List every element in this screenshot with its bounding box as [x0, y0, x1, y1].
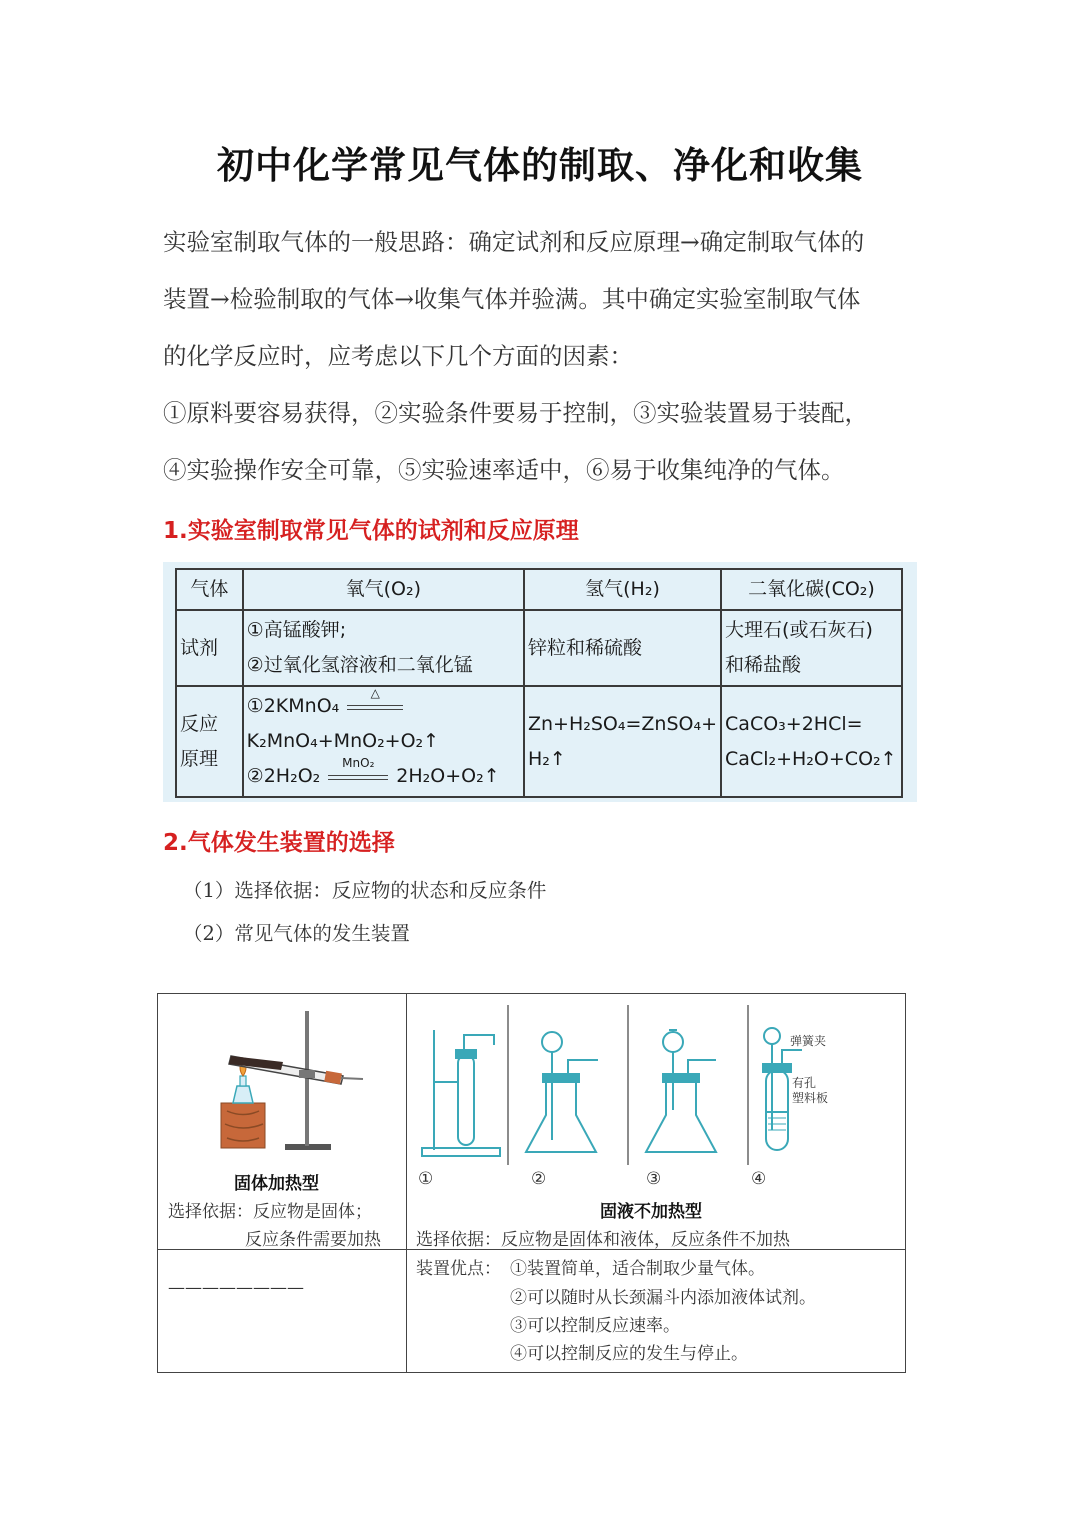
reaction-condition: [347, 685, 403, 722]
left-basis-1: 选择依据：反应物是固体；: [168, 1202, 372, 1222]
table-corner: 气体: [176, 569, 243, 610]
oxygen-eq1-products: K₂MnO₄+MnO₂+O₂↑: [246, 730, 440, 752]
col-co2: 二氧化碳(CO₂): [721, 569, 902, 610]
solid-heating-apparatus-icon: [213, 1006, 373, 1156]
row-principle-2: 原理: [180, 747, 219, 770]
co2-eq-1: CaCO₃+2HCl=: [725, 712, 863, 735]
col-oxygen: 氧气(O₂): [243, 569, 524, 610]
reagent-table-panel: [163, 562, 917, 802]
section2-sub1: （1）选择依据：反应物的状态和反应条件: [183, 879, 547, 902]
apparatus-num-4: ④: [751, 1169, 767, 1189]
plate-label-2: 塑料板: [792, 1091, 829, 1105]
right-type-label: 固液不加热型: [600, 1202, 702, 1222]
hydrogen-equation: [524, 686, 721, 797]
oxygen-reagent: [243, 610, 524, 686]
oxygen-equations: [243, 686, 524, 797]
intro-line: 的化学反应时，应考虑以下几个方面的因素：: [163, 342, 633, 370]
intro-line: ④实验操作安全可靠，⑤实验速率适中，⑥易于收集纯净的气体。: [163, 456, 845, 484]
advantage-item: ③可以控制反应速率。: [510, 1316, 680, 1336]
co2-reagent: [721, 610, 902, 686]
intro-line: 实验室制取气体的一般思路：确定试剂和反应原理→确定制取气体的: [163, 228, 865, 256]
hydrogen-reagent: 锌粒和稀硫酸: [524, 610, 721, 686]
oxygen-eq2-left: ②2H₂O₂: [246, 765, 321, 787]
advantage-item: ②可以随时从长颈漏斗内添加液体试剂。: [510, 1288, 816, 1308]
row-principle-1: 反应: [180, 712, 219, 735]
page-title: 初中化学常见气体的制取、净化和收集: [217, 144, 863, 187]
apparatus-num-2: ②: [531, 1169, 547, 1189]
section1-heading: 1.实验室制取常见气体的试剂和反应原理: [163, 518, 579, 544]
advantages-label: 装置优点：: [416, 1259, 501, 1279]
right-basis: 选择依据：反应物是固体和液体，反应条件不加热: [416, 1230, 790, 1250]
hydrogen-eq-1: Zn+H₂SO₄=ZnSO₄+: [527, 712, 718, 735]
row-reagent: 试剂: [176, 610, 243, 686]
advantage-item: ①装置简单，适合制取少量气体。: [510, 1259, 765, 1279]
apparatus-table: [157, 993, 906, 1373]
heat-symbol: △: [370, 685, 380, 700]
reagent-table: [175, 568, 903, 798]
col-hydrogen: 氢气(H₂): [524, 569, 721, 610]
co2-reagent-1: 大理石(或石灰石): [725, 619, 873, 641]
oxygen-reagent-2: ②过氧化氢溶液和二氧化锰: [246, 654, 473, 676]
co2-reagent-2: 和稀盐酸: [725, 654, 802, 676]
oxygen-eq2-right: 2H₂O+O₂↑: [396, 765, 500, 787]
co2-eq-2: CaCl₂+H₂O+CO₂↑: [725, 747, 897, 770]
oxygen-eq1-left: ①2KMnO₄: [246, 695, 340, 717]
oxygen-eq2-line: [246, 755, 520, 794]
apparatus-num-3: ③: [646, 1169, 662, 1189]
section2-heading: 2.气体发生装置的选择: [163, 830, 395, 856]
apparatus-num-1: ①: [418, 1169, 434, 1189]
left-basis-2: 反应条件需要加热: [245, 1230, 381, 1250]
intro-paragraph: [163, 214, 923, 499]
catalyst-label: MnO₂: [342, 755, 375, 770]
reaction-condition: [328, 755, 388, 792]
intro-line: 装置→检验制取的气体→收集气体并验满。其中确定实验室制取气体: [163, 285, 861, 313]
advantage-item: ④可以控制反应的发生与停止。: [510, 1344, 748, 1364]
oxygen-reagent-1: ①高锰酸钾;: [246, 619, 347, 641]
solid-liquid-apparatus-icon: [410, 1000, 905, 1165]
row-principle: [176, 686, 243, 797]
hydrogen-eq-2: H₂↑: [527, 747, 566, 770]
section2-sub2: （2）常见气体的发生装置: [183, 922, 410, 945]
intro-line: ①原料要容易获得，②实验条件要易于控制，③实验装置易于装配，: [163, 399, 868, 427]
co2-equation: [721, 686, 902, 797]
plate-label-1: 有孔: [792, 1076, 817, 1090]
left-bottom-dash: ————————: [168, 1278, 304, 1298]
oxygen-eq1-line: [246, 685, 520, 724]
spring-clip-label: 弹簧夹: [790, 1034, 827, 1048]
left-type-label: 固体加热型: [234, 1174, 319, 1194]
